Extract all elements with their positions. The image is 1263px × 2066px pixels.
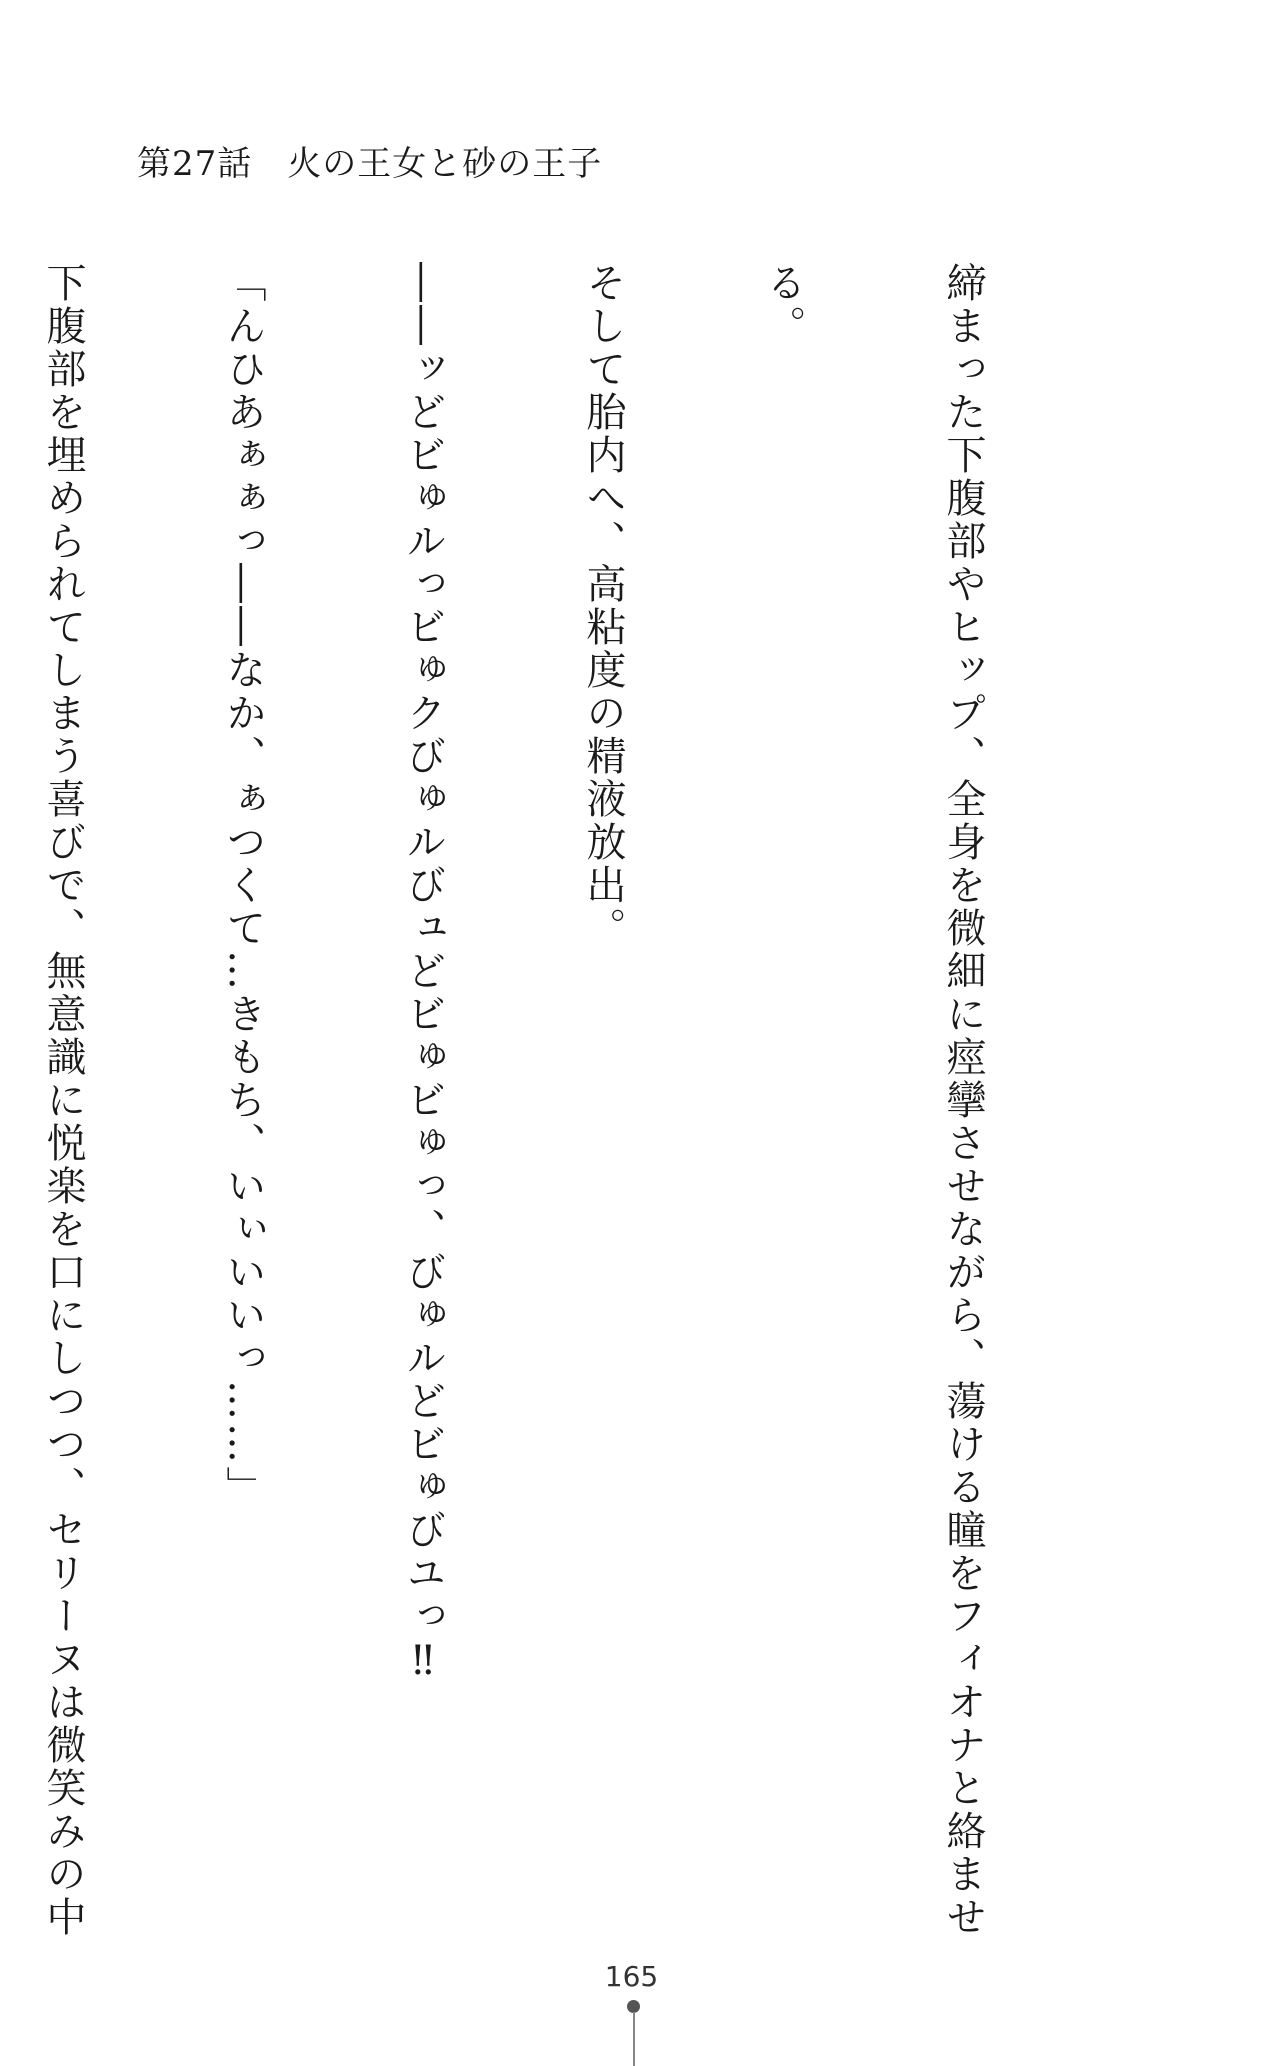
page-number: 165 [604,1960,659,1993]
body-text [0,262,1113,1939]
page-marker-line [633,2012,635,2066]
text-line: そして胎内へ、高粘度の精液放出。 [580,262,626,950]
text-line: 下腹部を埋められてしまう喜びで、無意識に悦楽を口にしつつ、セリーヌは微笑みの中 [40,262,86,1939]
chapter-title: 第27話 火の王女と砂の王子 [137,144,603,184]
text-line: 「んひあぁぁっ――なか、ぁつくて…きもち、いぃいいっ……」 [220,262,266,1509]
text-line: ――ッどビゅルっビゅクびゅルびュどビゅビゅっ、びゅルどビゅびユっ‼ [400,262,446,1687]
text-line: 締まった下腹部やヒップ、全身を微細に痙攣させながら、蕩ける瞳をフィオナと絡ませ [940,262,986,1939]
text-line: る。 [760,262,806,348]
